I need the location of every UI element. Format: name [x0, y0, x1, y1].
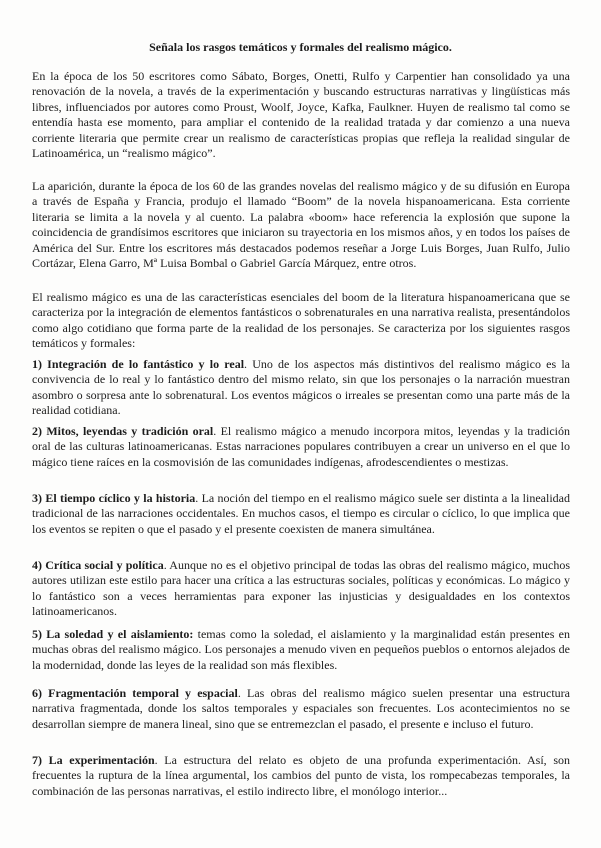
item-body: . Aunque no es el objetivo principal de todas las obras del realismo mágico, muchos autores utilizan este estilo para hacer una crítica a las estructuras sociales, políticas y económicas. Lo mágico y lo fantástico son a veces herramientas para exponer las injusticias y desigualdades en los contextos latinoamericanos.: [32, 558, 570, 619]
list-item: [32, 424, 570, 470]
list-item: [32, 558, 570, 620]
item-heading: 3) El tiempo cíclico y la historia: [32, 491, 196, 505]
item-heading: 6) Fragmentación temporal y espacial: [32, 686, 238, 700]
item-body: . Uno de los aspectos más distintivos del realismo mágico es la convivencia de lo real y lo fantástico dentro del mismo relato, sin que los personajes o la narración muestran asombro o sorpresa ante lo sobrenatural. Los eventos mágicos o irreales se presentan como una parte más de la realidad cotidiana.: [32, 357, 570, 418]
item-body: . Las obras del realismo mágico suelen presentar una estructura narrativa fragmentada, donde los saltos temporales y espaciales son frecuentes. Los acontecimientos no se desarrollan siempre de manera lineal, sino que se entremezclan el pasado, el presente e incluso el futuro.: [32, 686, 570, 731]
list-item: [32, 491, 570, 537]
item-body: . La noción del tiempo en el realismo mágico suele ser distinta a la linealidad tradicional de las narraciones occidentales. En muchos casos, el tiempo es circular o cíclico, lo que implica que los eventos se repiten o que el pasado y el presente coexisten de manera simultánea.: [32, 491, 570, 536]
list-item: [32, 357, 570, 419]
realismo-paragraph: El realismo mágico es una de las características esenciales del boom de la literatura hispanoamericana que se caracteriza por la integración de elementos fantásticos o sobrenaturales en una narrativa realista, presentándolos como algo cotidiano que forma parte de la realidad de los personajes. Se caracteriza por los siguientes rasgos temáticos y formales:: [32, 290, 570, 351]
item-heading: 5) La soledad y el aislamiento:: [32, 627, 194, 641]
document-title: Señala los rasgos temáticos y formales del realismo mágico.: [149, 40, 452, 54]
list-item: [32, 753, 570, 799]
item-body: . La estructura del relato es objeto de una profunda experimentación. Así, son frecuentes la ruptura de la línea argumental, los cambios del punto de vista, los rompecabezas temporales, la combinación de las personas narrativas, el estilo indirecto libre, el monólogo interior...: [32, 753, 571, 798]
item-heading: 2) Mitos, leyendas y tradición oral: [32, 424, 214, 438]
item-heading: 7) La experimentación: [32, 753, 155, 767]
list-item: [32, 686, 570, 732]
item-body: . El realismo mágico a menudo incorpora mitos, leyendas y la tradición oral de las culturas latinoamericanas. Estas narraciones populares contribuyen a crear un universo en el que lo mágico tiene raíces en la cosmovisión de las comunidades indígenas, afrodescendientes o mestizas.: [32, 424, 570, 469]
item-heading: 1) Integración de lo fantástico y lo real: [32, 357, 245, 371]
list-item: [32, 627, 570, 673]
boom-paragraph: La aparición, durante la época de los 60 de las grandes novelas del realismo mágico y de su difusión en Europa a través de España y Francia, produjo el llamado “Boom” de la novela hispanoamericana. Esta corriente literaria se limita a la novela y al cuento. La palabra «boom» hace referencia la explosión que supone la coincidencia de grandísimos escritores que iniciaron su trayectoria en los mismos años, y en todos los países de América del Sur. Entre los escritores más destacados podemos reseñar a Jorge Luis Borges, Juan Rulfo, Julio Cortázar, Elena Garro, Mª Luisa Bombal o Gabriel García Márquez, entre otros.: [32, 179, 570, 271]
item-body: temas como la soledad, el aislamiento y la marginalidad están presentes en muchas obras del realismo mágico. Los personajes a menudo viven en pequeños pueblos o entornos alejados de la modernidad, donde las leyes de la realidad son más flexibles.: [32, 627, 570, 672]
item-heading: 4) Crítica social y política: [32, 558, 164, 572]
intro-paragraph: En la época de los 50 escritores como Sábato, Borges, Onetti, Rulfo y Carpentier han consolidado ya una renovación de la novela, a través de la experimentación y buscando estructuras narrativas y lingüísticas más libres, influenciados por autores como Proust, Woolf, Joyce, Kafka, Faulkner. Huyen de realismo tal como se entendía hasta ese momento, para ampliar el contenido de la realidad tratada y dar comienzo a una nueva corriente literaria que permite crear un realismo de características propias que refleja la realidad singular de Latinoamérica, un “realismo mágico”.: [32, 69, 570, 161]
